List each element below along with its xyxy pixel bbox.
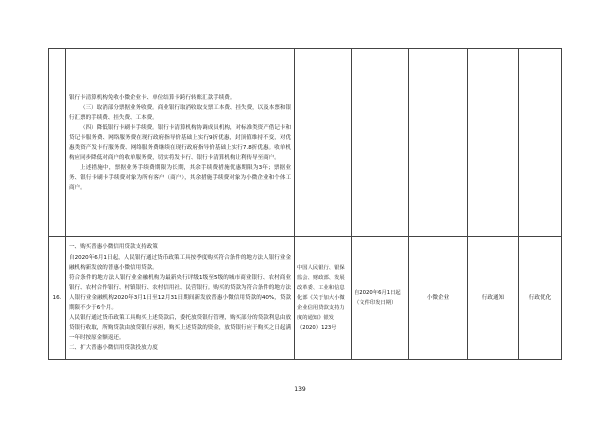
paragraph-fee-period: 上述措施中，票据业务手续费期限为长期，其余手续费措施优惠期限为3年；票据业务、银行卡刷卡手续费对象为所有客户（商户），其余措施手续费对象为小微企业和个体工商户。 — [69, 165, 291, 192]
cell-content-continued — [66, 49, 295, 237]
cell-time-empty — [352, 49, 409, 237]
heading-purchase-policy: 一、购买普惠小微信用贷款支持政策 — [69, 244, 158, 251]
policy-basis-text: 中国人民银行、银保监会、财政部、发展改革委、工业和信息化部《关于加大小微企业信用贷款支持力度的通知》银发（2020）123号 — [297, 265, 345, 331]
cell-number-empty — [49, 49, 66, 237]
row-number: 16. — [49, 237, 66, 360]
policy-optimization: 行政优化 — [519, 237, 562, 360]
heading-expand-loans: 二、扩大普惠小微信用贷款投放力度 — [69, 345, 158, 352]
policy-type: 行政通知 — [468, 237, 519, 360]
cell-type-empty — [468, 49, 519, 237]
table-row-continued — [49, 49, 562, 237]
cell-basis-empty — [295, 49, 352, 237]
paragraph-loan-management: 人民银行通过货币政策工具购买上述贷款后，委托放贷银行管理，购买部分的贷款利息由放贷银行收取，所购贷款由放贷银行承担，购买上述贷款的资金，放贷银行应于购买之日起满一年时按原金额返还。 — [69, 315, 291, 342]
table-row-16 — [49, 237, 562, 360]
paragraph-purchase-start: 自2020年6月1日起，人民银行通过货币政策工具按季度购买符合条件的地方法人银行业金融机构新发放的普惠小微信用贷款。 — [69, 254, 291, 271]
page-number: 139 — [294, 386, 306, 393]
paragraph-bank-card-transfer: 银行卡清算机构免收小微企业卡、单位结算卡跨行转账汇款手续费。 — [69, 94, 236, 101]
paragraph-bill-fees: （三）取消部分票据业务收费。商业银行取消收取支票工本费、挂失费，以及本票和银行汇票的手续费、挂失费、工本费。 — [69, 104, 291, 121]
cell-optimization-empty — [519, 49, 562, 237]
cell-content-16 — [66, 237, 295, 360]
paragraph-eligible-institutions: 符合条件的地方法人银行业金融机构为最新央行评级1级至5级的城市商业银行、农村商业银行、农村合作银行、村镇银行、农村信用社、民营银行。购买的贷款为符合条件的地方法人银行业金融机构2020年3月1日至12月31日期间新发放普惠小微信用贷款的40%，贷款期限不少于6个月。 — [69, 274, 291, 312]
effective-time-text: 自2020年6月1日起（文件印发日期） — [354, 290, 401, 306]
policy-object: 小微企业 — [409, 237, 468, 360]
policy-table — [48, 48, 562, 360]
cell-effective-time — [352, 237, 409, 360]
paragraph-card-swipe-fees: （四）降低银行卡刷卡手续费。银行卡清算机构协调成员机构，对标准类资产借记卡和贷记卡服务费、网络服务费在现行政府指导价基础上实行9折优惠，封顶值维持不变，对优惠类资产发卡行服务费、网络服务费继续在现行政府指导价基础上实行7.8折优惠。收单机构应同步降低对商户的收单服务费，切实将发卡行、银行卡清算机构让利传导至商户。 — [69, 124, 291, 162]
cell-policy-basis — [295, 237, 352, 360]
cell-object-empty — [409, 49, 468, 237]
